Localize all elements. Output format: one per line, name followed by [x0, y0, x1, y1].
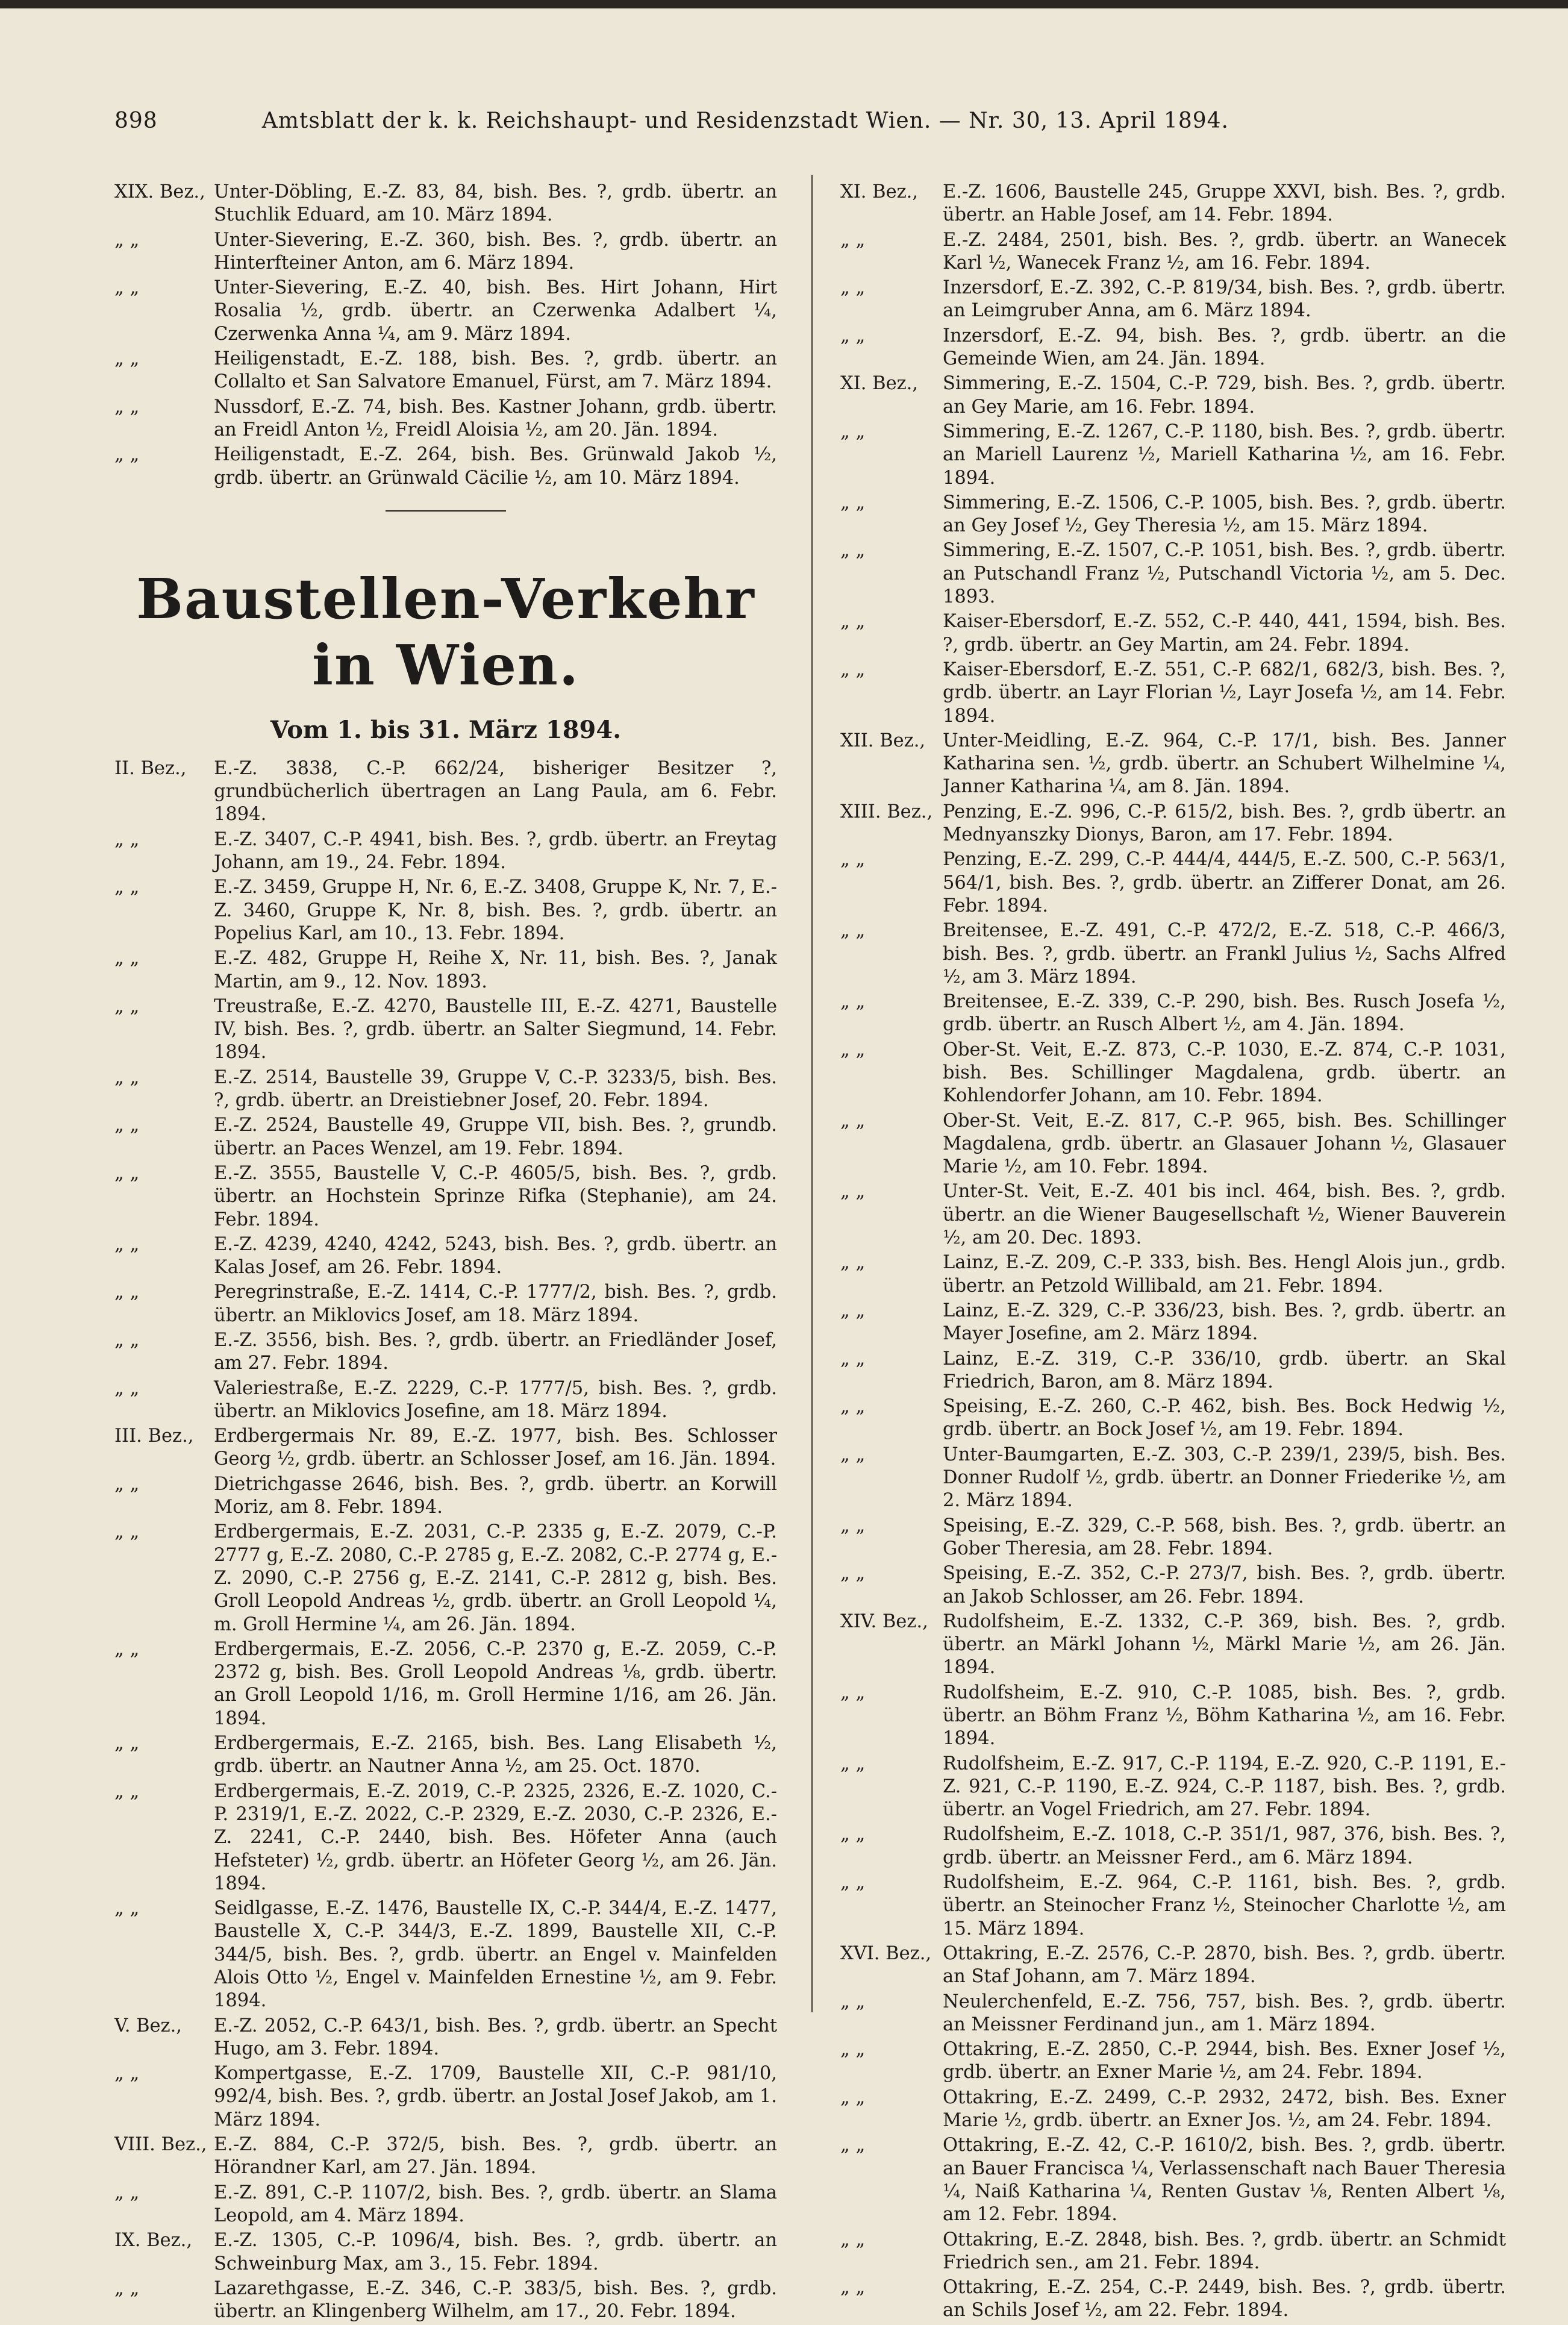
register-entry	[114, 277, 777, 346]
district-label: „ „	[114, 1780, 140, 1802]
district-label: XIX. Bez.,	[114, 181, 205, 202]
district-label: „ „	[840, 540, 866, 562]
section-separator-rule	[386, 510, 506, 512]
entry-text: Simmering, E.-Z. 1507, C.-P. 1051, bish. Bes. ?, grdb. übertr. an Putschandl Franz ½, Putschandl Victoria ½, am 5. Dec. 1893.	[943, 540, 1506, 608]
entry-text: Penzing, E.-Z. 996, C.-P. 615/2, bish. Bes. ?, grdb übertr. an Mednyanszky Dionys, Baron, am 17. Febr. 1894.	[943, 801, 1506, 846]
entry-text: E.-Z. 891, C.-P. 1107/2, bish. Bes. ?, grdb. übertr. an Slama Leopold, am 4. März 1894.	[214, 2182, 777, 2226]
register-entry	[114, 1162, 777, 1231]
register-entry	[840, 1682, 1506, 1751]
section-title: Baustellen-Verkehr in Wien.	[136, 566, 755, 698]
entry-text: E.-Z. 3555, Baustelle V, C.-P. 4605/5, bish. Bes. ?, grdb. übertr. an Hochstein Sprinze Rifka (Stephanie), am 24. Febr. 1894.	[214, 1162, 777, 1230]
register-entry	[840, 2086, 1506, 2133]
entry-text: Seidlgasse, E.-Z. 1476, Baustelle IX, C.-P. 344/4, E.-Z. 1477, Baustelle X, C.-P. 344/3, E.-Z. 1899, Baustelle XII, C.-P. 344/5, bish. Bes. ?, grdb. übertr. an Engel v. Mainfelden Alois Otto ½, Engel v. Mainfelden Ernestine ½, am 9. Febr. 1894.	[214, 1898, 777, 2012]
register-entry	[840, 1871, 1506, 1941]
register-entry	[114, 2229, 777, 2276]
district-label: XII. Bez.,	[840, 730, 926, 751]
entry-text: Heiligenstadt, E.-Z. 264, bish. Bes. Grünwald Jakob ½, grdb. übertr. an Grünwald Cäcilie ½, am 10. März 1894.	[214, 444, 777, 489]
entry-text: Ottakring, E.-Z. 2499, C.-P. 2932, 2472, bish. Bes. Exner Marie ½, grdb. übertr. an Exner Jos. ½, am 24. Febr. 1894.	[943, 2086, 1506, 2132]
register-entry	[114, 995, 777, 1065]
district-label: „ „	[840, 991, 866, 1013]
register-entry	[114, 1897, 777, 2012]
entry-text: Simmering, E.-Z. 1504, C.-P. 729, bish. Bes. ?, grdb. übertr. an Gey Marie, am 16. Febr. 1894.	[943, 373, 1506, 418]
district-label: „ „	[114, 828, 140, 850]
register-entry	[840, 1562, 1506, 1609]
section-subtitle: Vom 1. bis 31. März 1894.	[270, 715, 622, 744]
register-entry	[840, 1039, 1506, 1108]
register-entry	[840, 1110, 1506, 1179]
district-label: „ „	[114, 1898, 140, 1920]
register-entry	[114, 2015, 777, 2061]
left-top-list	[114, 181, 777, 490]
district-label: „ „	[114, 1066, 140, 1088]
entry-text: Erdbergermais Nr. 89, E.-Z. 1977, bish. Bes. Schlosser Georg ½, grdb. übertr. an Schlosser Josef, am 16. Jän. 1894.	[214, 1425, 777, 1470]
register-entry	[840, 372, 1506, 419]
district-label: „ „	[114, 1115, 140, 1136]
district-label: „ „	[114, 995, 140, 1017]
entry-text: Treustraße, E.-Z. 4270, Baustelle III, E.-Z. 4271, Baustelle IV, bish. Bes. ?, grdb. übertr. an Salter Siegmund, 14. Febr. 1894.	[214, 995, 777, 1063]
district-label: „ „	[840, 2277, 866, 2298]
district-label: „ „	[114, 1281, 140, 1303]
district-label: „ „	[840, 1110, 866, 1131]
district-label: IX. Bez.,	[114, 2230, 193, 2251]
register-entry	[840, 659, 1506, 728]
register-entry	[114, 1281, 777, 1327]
register-entry	[840, 1300, 1506, 1346]
register-entry	[840, 277, 1506, 323]
entry-text: Breitensee, E.-Z. 491, C.-P. 472/2, E.-Z. 518, C.-P. 466/3, bish. Bes. ?, grdb. übertr. an Frankl Julius ½, Sachs Alfred ½, am 3. März 1894.	[943, 920, 1506, 987]
district-label: „ „	[840, 1348, 866, 1369]
entry-text: E.-Z. 1305, C.-P. 1096/4, bish. Bes. ?, grdb. übertr. an Schweinburg Max, am 3., 15. Febr. 1894.	[214, 2230, 777, 2274]
entry-text: E.-Z. 2484, 2501, bish. Bes. ?, grdb. übertr. an Wanecek Karl ½, Wanecek Franz ½, am 16. Febr. 1894.	[943, 229, 1506, 274]
register-entry	[114, 876, 777, 945]
register-entry	[840, 1823, 1506, 1870]
entry-text: Unter-St. Veit, E.-Z. 401 bis incl. 464, bish. Bes. ?, grdb. übertr. an die Wiener Baugesellschaft ½, Wiener Bauverein ½, am 20. Dec. 1893.	[943, 1181, 1506, 1249]
district-label: „ „	[840, 849, 866, 871]
entry-text: Rudolfsheim, E.-Z. 1018, C.-P. 351/1, 987, 376, bish. Bes. ?, grdb. übertr. an Meissner Ferd., am 6. März 1894.	[943, 1824, 1506, 1868]
district-label: „ „	[840, 1991, 866, 2012]
district-label: „ „	[840, 1396, 866, 1418]
entry-text: Rudolfsheim, E.-Z. 910, C.-P. 1085, bish. Bes. ?, grdb. übertr. an Böhm Franz ½, Böhm Katharina ½, am 16. Febr. 1894.	[943, 1682, 1506, 1750]
register-entry	[840, 1753, 1506, 1822]
entry-text: E.-Z. 884, C.-P. 372/5, bish. Bes. ?, grdb. übertr. an Hörandner Karl, am 27. Jän. 1894.	[214, 2134, 777, 2179]
district-label: V. Bez.,	[114, 2015, 183, 2036]
entry-text: E.-Z. 1606, Baustelle 245, Gruppe XXVI, bish. Bes. ?, grdb. übertr. an Hable Josef, am 14. Febr. 1894.	[943, 181, 1506, 226]
entry-text: Dietrichgasse 2646, bish. Bes. ?, grdb. übertr. an Korwill Moriz, am 8. Febr. 1894.	[214, 1473, 777, 1518]
register-entry	[114, 1329, 777, 1375]
register-entry	[114, 1521, 777, 1636]
right-entry-list	[840, 181, 1506, 2323]
district-label: „ „	[114, 877, 140, 898]
register-entry	[114, 828, 777, 875]
entry-text: Lazarethgasse, E.-Z. 346, C.-P. 383/5, bish. Bes. ?, grdb. übertr. an Klingenberg Wilhelm, am 17., 20. Febr. 1894.	[214, 2277, 777, 2323]
district-label: „ „	[840, 277, 866, 299]
entry-text: Speising, E.-Z. 352, C.-P. 273/7, bish. Bes. ?, grdb. übertr. an Jakob Schlosser, am 26. Febr. 1894.	[943, 1563, 1506, 1607]
district-label: „ „	[114, 229, 140, 251]
register-entry	[840, 539, 1506, 609]
register-entry	[840, 421, 1506, 490]
entry-text: E.-Z. 3838, C.-P. 662/24, bisheriger Besitzer ?, grundbücherlich übertragen an Lang Paula, am 6. Febr. 1894.	[214, 757, 777, 825]
entry-text: Ober-St. Veit, E.-Z. 873, C.-P. 1030, E.-Z. 874, C.-P. 1031, bish. Bes. Schillinger Magdalena, grdb. übertr. an Kohlendorfer Johann, am 10. Febr. 1894.	[943, 1039, 1506, 1107]
district-label: XI. Bez.,	[840, 373, 919, 395]
entry-text: Unter-Meidling, E.-Z. 964, C.-P. 17/1, bish. Bes. Janner Katharina sen. ½, grdb. übertr. an Schubert Wilhelmine ¼, Janner Katharina ¼, am 8. Jän. 1894.	[943, 730, 1506, 798]
district-label: „ „	[114, 1377, 140, 1399]
district-label: „ „	[840, 2086, 866, 2108]
register-entry	[114, 1638, 777, 1730]
entry-text: Lainz, E.-Z. 209, C.-P. 333, bish. Bes. Hengl Alois jun., grdb. übertr. an Petzold Willibald, am 21. Febr. 1894.	[943, 1252, 1506, 1297]
district-label: „ „	[840, 1181, 866, 1203]
district-label: „ „	[840, 229, 866, 251]
register-entry	[114, 2133, 777, 2180]
district-label: „ „	[114, 1733, 140, 1754]
district-label: XIII. Bez.,	[840, 801, 933, 822]
entry-text: E.-Z. 2514, Baustelle 39, Gruppe V, C.-P. 3233/5, bish. Bes. ?, grdb. übertr. an Dreistiebner Josef, 20. Febr. 1894.	[214, 1066, 777, 1112]
district-label: „ „	[840, 920, 866, 942]
register-entry	[840, 325, 1506, 371]
entry-text: E.-Z. 3459, Gruppe H, Nr. 6, E.-Z. 3408, Gruppe K, Nr. 7, E.-Z. 3460, Gruppe K, Nr. 8, bish. Bes. ?, grdb. übertr. an Popelius Karl, am 10., 13. Febr. 1894.	[214, 877, 777, 944]
register-entry	[840, 1180, 1506, 1250]
register-entry	[840, 492, 1506, 538]
register-entry	[114, 2277, 777, 2324]
district-label: „ „	[114, 348, 140, 370]
district-label: „ „	[840, 2135, 866, 2156]
register-entry	[840, 1395, 1506, 1442]
entry-text: Neulerchenfeld, E.-Z. 756, 757, bish. Bes. ?, grdb. übertr. an Meissner Ferdinand jun., am 1. März 1894.	[943, 1991, 1506, 2035]
district-label: III. Bez.,	[114, 1425, 194, 1447]
register-entry	[840, 1991, 1506, 2037]
register-entry	[114, 947, 777, 994]
left-entry-list	[114, 757, 777, 2324]
district-label: „ „	[840, 1824, 866, 1845]
entry-text: Ottakring, E.-Z. 2848, bish. Bes. ?, grdb. übertr. an Schmidt Friedrich sen., am 21. Febr. 1894.	[943, 2229, 1506, 2273]
entry-text: Rudolfsheim, E.-Z. 964, C.-P. 1161, bish. Bes. ?, grdb. übertr. an Steinocher Franz ½, Steinocher Charlotte ½, am 15. März 1894.	[943, 1872, 1506, 1939]
register-entry	[840, 1515, 1506, 1561]
page-header	[114, 108, 1229, 145]
register-entry	[114, 757, 777, 827]
entry-text: Erdbergermais, E.-Z. 2031, C.-P. 2335 g, E.-Z. 2079, C.-P. 2777 g, E.-Z. 2080, C.-P. 2785 g, E.-Z. 2082, C.-P. 2774 g, E.-Z. 2090, C.-P. 2756 g, E.-Z. 2141, C.-P. 2812 g, bish. Bes. Groll Leopold Andreas ½, grdb. übertr. an Groll Leopold ¼, m. Groll Hermine ¼, am 26. Jän. 1894.	[214, 1521, 777, 1635]
district-label: XIV. Bez.,	[840, 1610, 928, 1632]
entry-text: Breitensee, E.-Z. 339, C.-P. 290, bish. Bes. Rusch Josefa ½, grdb. übertr. an Rusch Albert ½, am 4. Jän. 1894.	[943, 991, 1506, 1036]
register-entry	[114, 1780, 777, 1895]
register-entry	[114, 1473, 777, 1519]
entry-text: Simmering, E.-Z. 1506, C.-P. 1005, bish. Bes. ?, grdb. übertr. an Gey Josef ½, Gey Theresia ½, am 15. März 1894.	[943, 492, 1506, 537]
entry-text: Kompertgasse, E.-Z. 1709, Baustelle XII, C.-P. 981/10, 992/4, bish. Bes. ?, grdb. übertr. an Jostal Josef Jakob, am 1. März 1894.	[214, 2063, 777, 2130]
entry-text: E.-Z. 4239, 4240, 4242, 5243, bish. Bes. ?, grdb. übertr. an Kalas Josef, am 26. Febr. 1894.	[214, 1233, 777, 1278]
entry-text: Erdbergermais, E.-Z. 2019, C.-P. 2325, 2326, E.-Z. 1020, C.-P. 2319/1, E.-Z. 2022, C.-P. 2329, E.-Z. 2030, C.-P. 2326, E.-Z. 2241, C.-P. 2440, bish. Bes. Höfeter Anna (auch Hefsteter) ½, grdb. übertr. an Höfeter Georg ½, am 26. Jän. 1894.	[214, 1780, 777, 1894]
register-entry	[840, 919, 1506, 989]
entry-text: Rudolfsheim, E.-Z. 1332, C.-P. 369, bish. Bes. ?, grdb. übertr. an Märkl Johann ½, Märkl Marie ½, am 26. Jän. 1894.	[943, 1610, 1506, 1679]
register-entry	[114, 396, 777, 442]
entry-text: Speising, E.-Z. 260, C.-P. 462, bish. Bes. Bock Hedwig ½, grdb. übertr. an Bock Josef ½, am 19. Febr. 1894.	[943, 1396, 1506, 1441]
entry-text: Ottakring, E.-Z. 42, C.-P. 1610/2, bish. Bes. ?, grdb. übertr. an Bauer Francisca ¼, Verlassenschaft nach Bauer Theresia ¼, Naiß Katharina ¼, Renten Gustav ⅛, Renten Albert ⅛, am 12. Febr. 1894.	[943, 2135, 1506, 2226]
register-entry	[840, 1348, 1506, 1394]
left-column	[114, 181, 777, 2325]
entry-text: Rudolfsheim, E.-Z. 917, C.-P. 1194, E.-Z. 920, C.-P. 1191, E.-Z. 921, C.-P. 1190, E.-Z. 924, C.-P. 1187, bish. Bes. ?, grdb. übertr. an Vogel Friedrich, am 27. Febr. 1894.	[943, 1753, 1506, 1821]
column-divider	[811, 175, 813, 2012]
register-entry	[114, 2062, 777, 2132]
district-label: „ „	[114, 2277, 140, 2299]
district-label: „ „	[840, 1444, 866, 1465]
register-entry	[840, 990, 1506, 1037]
district-label: „ „	[840, 2039, 866, 2061]
entry-text: Erdbergermais, E.-Z. 2165, bish. Bes. Lang Elisabeth ½, grdb. übertr. an Nautner Anna ½, am 25. Oct. 1870.	[214, 1733, 777, 1777]
entry-text: Valeriestraße, E.-Z. 2229, C.-P. 1777/5, bish. Bes. ?, grdb. übertr. an Miklovics Josefine, am 18. März 1894.	[214, 1377, 777, 1422]
entry-text: Lainz, E.-Z. 329, C.-P. 336/23, bish. Bes. ?, grdb. übertr. an Mayer Josefine, am 2. März 1894.	[943, 1300, 1506, 1345]
district-label: „ „	[840, 2229, 866, 2250]
district-label: „ „	[114, 1329, 140, 1351]
entry-text: E.-Z. 3556, bish. Bes. ?, grdb. übertr. an Friedländer Josef, am 27. Febr. 1894.	[214, 1329, 777, 1374]
district-label: „ „	[840, 659, 866, 680]
district-label: „ „	[840, 1039, 866, 1060]
entry-text: Inzersdorf, E.-Z. 392, C.-P. 819/34, bish. Bes. ?, grdb. übertr. an Leimgruber Anna, am 6. März 1894.	[943, 277, 1506, 322]
entry-text: Speising, E.-Z. 329, C.-P. 568, bish. Bes. ?, grdb. übertr. an Gober Theresia, am 28. Febr. 1894.	[943, 1515, 1506, 1559]
entry-text: Unter-Sievering, E.-Z. 40, bish. Bes. Hirt Johann, Hirt Rosalia ½, grdb. übertr. an Czerwenka Adalbert ¼, Czerwenka Anna ¼, am 9. März 1894.	[214, 277, 777, 345]
district-label: „ „	[114, 1233, 140, 1255]
district-label: VIII. Bez.,	[114, 2134, 207, 2156]
district-label: XI. Bez.,	[840, 181, 919, 202]
register-entry	[114, 1377, 777, 1424]
register-entry	[114, 1732, 777, 1779]
entry-text: Kaiser-Ebersdorf, E.-Z. 552, C.-P. 440, 441, 1594, bish. Bes. ?, grdb. übertr. an Gey Martin, am 24. Febr. 1894.	[943, 611, 1506, 656]
entry-text: Ober-St. Veit, E.-Z. 817, C.-P. 965, bish. Bes. Schillinger Magdalena, grdb. übertr. an Glasauer Johann ½, Glasauer Marie ½, am 10. Febr. 1894.	[943, 1110, 1506, 1178]
register-entry	[840, 801, 1506, 847]
district-label: „ „	[114, 1162, 140, 1184]
entry-text: Unter-Sievering, E.-Z. 360, bish. Bes. ?, grdb. übertr. an Hinterfteiner Anton, am 6. März 1894.	[214, 229, 777, 274]
district-label: „ „	[840, 1252, 866, 1274]
entry-text: E.-Z. 482, Gruppe H, Reihe X, Nr. 11, bish. Bes. ?, Janak Martin, am 9., 12. Nov. 1893.	[214, 948, 777, 992]
entry-text: Unter-Baumgarten, E.-Z. 303, C.-P. 239/1, 239/5, bish. Bes. Donner Rudolf ½, grdb. übertr. an Donner Friederike ½, am 2. März 1894.	[943, 1444, 1506, 1512]
register-entry	[840, 1942, 1506, 1989]
entry-text: Nussdorf, E.-Z. 74, bish. Bes. Kastner Johann, grdb. übertr. an Freidl Anton ½, Freidl Aloisia ½, am 20. Jän. 1894.	[214, 396, 777, 440]
district-label: „ „	[840, 611, 866, 633]
district-label: „ „	[840, 1753, 866, 1774]
register-entry	[840, 181, 1506, 227]
register-entry	[840, 848, 1506, 918]
district-label: XVI. Bez.,	[840, 1942, 932, 1964]
district-label: „ „	[114, 1638, 140, 1660]
register-entry	[840, 229, 1506, 275]
district-label: „ „	[114, 444, 140, 466]
entry-text: E.-Z. 2052, C.-P. 643/1, bish. Bes. ?, grdb. übertr. an Specht Hugo, am 3. Febr. 1894.	[214, 2015, 777, 2059]
register-entry	[114, 443, 777, 490]
district-label: „ „	[840, 1515, 866, 1536]
running-title: Amtsblatt der k. k. Reichshaupt- und Residenzstadt Wien. — Nr. 30, 13. April 1894.	[261, 108, 1229, 133]
right-column	[840, 181, 1506, 2324]
district-label: „ „	[840, 421, 866, 442]
scan-edge	[0, 0, 1568, 8]
register-entry	[114, 348, 777, 394]
entry-text: Peregrinstraße, E.-Z. 1414, C.-P. 1777/2, bish. Bes. ?, grdb. übertr. an Miklovics Josef, am 18. März 1894.	[214, 1281, 777, 1326]
district-label: „ „	[114, 2182, 140, 2203]
register-entry	[840, 730, 1506, 799]
district-label: „ „	[840, 1872, 866, 1894]
register-entry	[114, 2182, 777, 2228]
register-entry	[840, 2229, 1506, 2275]
entry-text: Simmering, E.-Z. 1267, C.-P. 1180, bish. Bes. ?, grdb. übertr. an Mariell Laurenz ½, Mariell Katharina ½, am 16. Febr. 1894.	[943, 421, 1506, 489]
entry-text: Kaiser-Ebersdorf, E.-Z. 551, C.-P. 682/1, 682/3, bish. Bes. ?, grdb. übertr. an Layr Florian ½, Layr Josefa ½, am 14. Febr. 1894.	[943, 659, 1506, 727]
register-entry	[840, 1610, 1506, 1680]
register-entry	[840, 2276, 1506, 2323]
district-label: „ „	[840, 325, 866, 346]
register-entry	[114, 1114, 777, 1160]
entry-text: Unter-Döbling, E.-Z. 83, 84, bish. Bes. ?, grdb. übertr. an Stuchlik Eduard, am 10. März 1894.	[214, 181, 777, 226]
district-label: „ „	[114, 1473, 140, 1495]
district-label: „ „	[114, 277, 140, 299]
register-entry	[114, 229, 777, 275]
register-entry	[840, 2038, 1506, 2085]
entry-text: E.-Z. 2524, Baustelle 49, Gruppe VII, bish. Bes. ?, grundb. übertr. an Paces Wenzel, am 19. Febr. 1894.	[214, 1115, 777, 1159]
register-entry	[840, 2134, 1506, 2226]
entry-text: Ottakring, E.-Z. 2850, C.-P. 2944, bish. Bes. Exner Josef ½, grdb. übertr. an Exner Marie ½, am 24. Febr. 1894.	[943, 2039, 1506, 2083]
district-label: „ „	[840, 1563, 866, 1585]
district-label: „ „	[114, 948, 140, 969]
district-label: II. Bez.,	[114, 757, 187, 779]
district-label: „ „	[114, 396, 140, 418]
register-entry	[840, 610, 1506, 657]
register-entry	[840, 1251, 1506, 1298]
district-label: „ „	[840, 1300, 866, 1321]
entry-text: Heiligenstadt, E.-Z. 188, bish. Bes. ?, grdb. übertr. an Collalto et San Salvatore Emanuel, Fürst, am 7. März 1894.	[214, 348, 777, 393]
entry-text: Inzersdorf, E.-Z. 94, bish. Bes. ?, grdb. übertr. an die Gemeinde Wien, am 24. Jän. 1894.	[943, 325, 1506, 370]
entry-text: Penzing, E.-Z. 299, C.-P. 444/4, 444/5, E.-Z. 500, C.-P. 563/1, 564/1, bish. Bes. ?, grdb. übertr. an Zifferer Donat, am 26. Febr. 1894.	[943, 849, 1506, 916]
register-entry	[114, 1066, 777, 1113]
entry-text: Ottakring, E.-Z. 254, C.-P. 2449, bish. Bes. ?, grdb. übertr. an Schils Josef ½, am 22. Febr. 1894.	[943, 2277, 1506, 2321]
register-entry	[114, 181, 777, 227]
district-label: „ „	[114, 1521, 140, 1543]
page-number: 898	[114, 108, 158, 133]
district-label: „ „	[840, 492, 866, 513]
entry-text: Lainz, E.-Z. 319, C.-P. 336/10, grdb. übertr. an Skal Friedrich, Baron, am 8. März 1894.	[943, 1348, 1506, 1392]
entry-text: E.-Z. 3407, C.-P. 4941, bish. Bes. ?, grdb. übertr. an Freytag Johann, am 19., 24. Febr. 1894.	[214, 828, 777, 874]
register-entry	[114, 1233, 777, 1280]
district-label: „ „	[840, 1682, 866, 1703]
entry-text: Erdbergermais, E.-Z. 2056, C.-P. 2370 g, E.-Z. 2059, C.-P. 2372 g, bish. Bes. Groll Leopold Andreas ⅛, grdb. übertr. an Groll Leopold 1/16, m. Groll Hermine 1/16, am 26. Jän. 1894.	[214, 1638, 777, 1729]
entry-text: Ottakring, E.-Z. 2576, C.-P. 2870, bish. Bes. ?, grdb. übertr. an Staf Johann, am 7. März 1894.	[943, 1942, 1506, 1988]
register-entry	[840, 1444, 1506, 1513]
district-label: „ „	[114, 2063, 140, 2085]
register-entry	[114, 1425, 777, 1471]
